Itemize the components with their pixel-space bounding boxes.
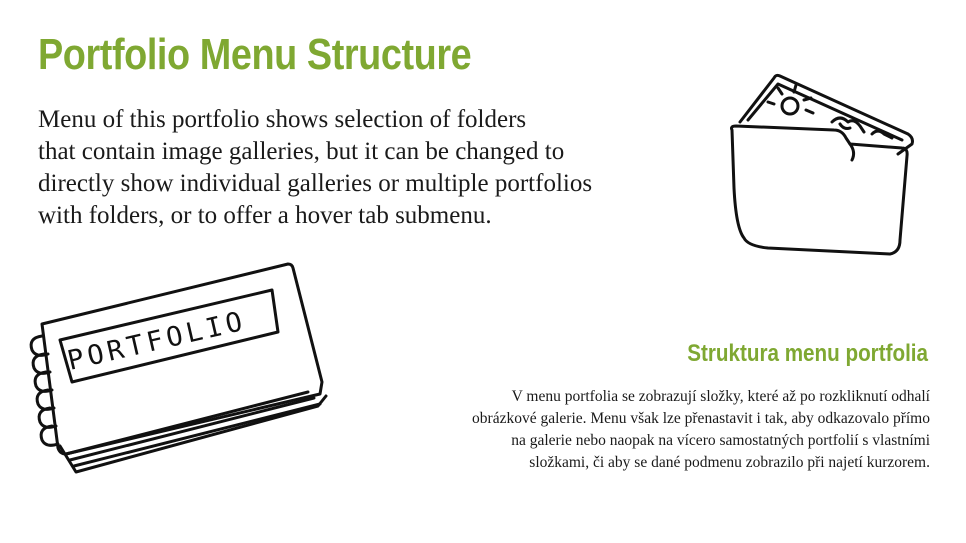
cz-line: obrázkové galerie. Menu však lze přenastavit i tak, aby odkazovalo přímo [472,410,930,427]
portfolio-book-illustration [20,258,330,488]
page-title: Portfolio Menu Structure [38,30,472,79]
cz-line: V menu portfolia se zobrazují složky, které až po rozkliknutí odhalí [511,388,930,405]
cz-line: na galerie nebo naopak na vícero samostatných portfolií s vlastními [511,432,930,449]
cz-line: složkami, či aby se dané podmenu zobrazilo při najetí kurzorem. [529,454,930,471]
folder-illustration [722,68,922,263]
intro-line: directly show individual galleries or multiple portfolios [38,170,593,197]
intro-line: Menu of this portfolio shows selection of folders [38,106,527,133]
intro-paragraph [38,104,738,232]
intro-line: with folders, or to offer a hover tab submenu. [38,202,492,229]
cz-section-title: Struktura menu portfolia [687,340,928,367]
intro-line: that contain image galleries, but it can be changed to [38,138,565,165]
portfolio-label-text: PORTFOLIO [64,305,250,377]
cz-paragraph [330,386,930,474]
